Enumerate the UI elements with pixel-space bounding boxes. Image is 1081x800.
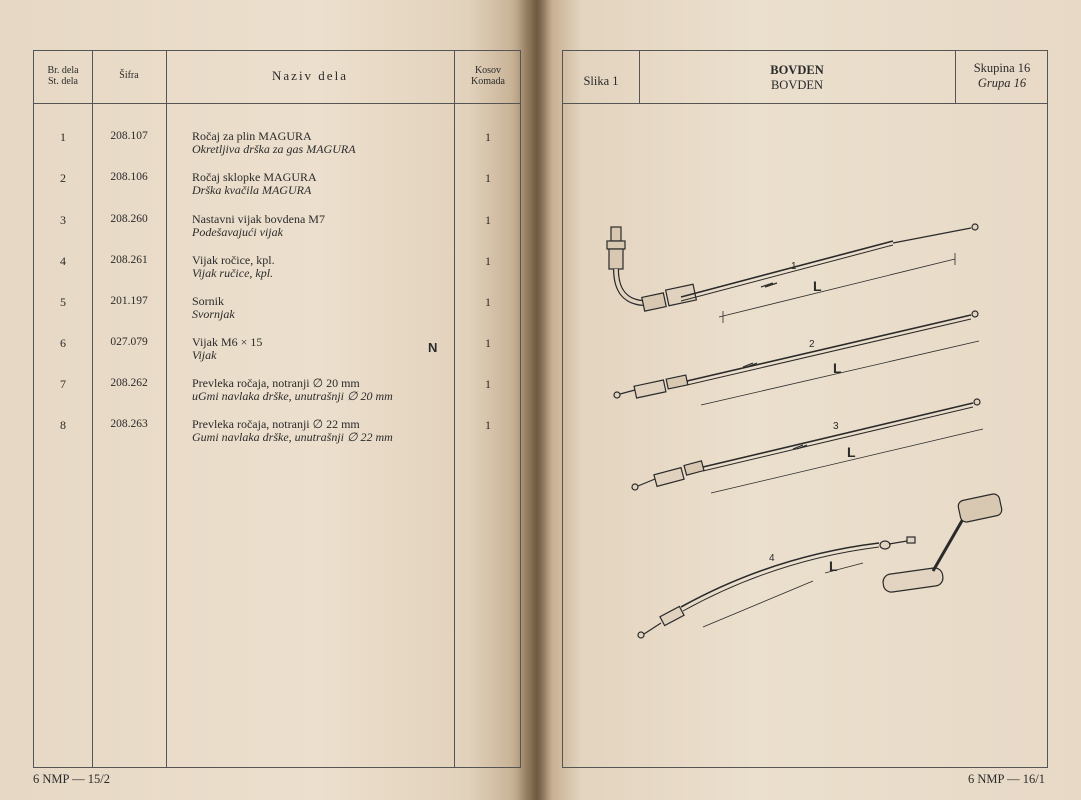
- part-code: 027.079: [110, 336, 148, 348]
- page-footer-right: 6 NMP — 16/1: [968, 772, 1045, 786]
- header-code: Šifra: [119, 70, 139, 81]
- part-code: 208.260: [110, 213, 148, 225]
- right-page: [532, 0, 1081, 800]
- part-name: Sornik Svornjak: [192, 294, 235, 321]
- header-quantity: Kosov Komada: [471, 65, 505, 87]
- part-mark: N: [428, 340, 438, 355]
- part-quantity: 1: [485, 130, 491, 144]
- left-page: [0, 0, 532, 800]
- cable-4-drawing: [638, 493, 1003, 638]
- part-name: Prevleka ročaja, notranji ∅ 20 mm uGmi navlaka drške, unutrašnji ∅ 20 mm: [192, 376, 393, 403]
- figure-number: Slika 1: [583, 74, 619, 88]
- length-label-1: L: [813, 278, 822, 294]
- cable-3-label: 3: [833, 421, 839, 432]
- length-label-3: L: [847, 444, 856, 460]
- table-row: [34, 130, 520, 170]
- table-row: [34, 254, 520, 294]
- part-number: 2: [60, 171, 66, 185]
- cable-illustration: [563, 51, 1049, 769]
- part-quantity: 1: [485, 213, 491, 227]
- header-divider: [34, 103, 520, 104]
- table-row: [34, 336, 520, 376]
- table-row: [34, 171, 520, 211]
- part-number: 6: [60, 336, 66, 350]
- table-row: [34, 377, 520, 417]
- length-label-2: L: [833, 360, 842, 376]
- part-quantity: 1: [485, 254, 491, 268]
- part-code: 208.263: [110, 418, 148, 430]
- part-number: 5: [60, 295, 66, 309]
- book-gutter: [518, 0, 552, 800]
- cable-4-label: 4: [769, 553, 775, 564]
- part-name: Vijak ročice, kpl. Vijak ručice, kpl.: [192, 253, 275, 280]
- part-name: Vijak M6 × 15 Vijak: [192, 335, 263, 362]
- part-name: Ročaj za plin MAGURA Okretljiva drška za gas MAGURA: [192, 129, 356, 156]
- parts-table: [33, 50, 521, 768]
- part-code: 208.107: [110, 130, 148, 142]
- table-row: [34, 213, 520, 253]
- table-row: [34, 418, 520, 458]
- part-number: 1: [60, 130, 66, 144]
- cable-2-label: 2: [809, 339, 815, 350]
- part-number: 7: [60, 377, 66, 391]
- part-quantity: 1: [485, 418, 491, 432]
- part-name: Prevleka ročaja, notranji ∅ 22 mm Gumi navlaka drške, unutrašnji ∅ 22 mm: [192, 417, 393, 444]
- cable-2-drawing: [614, 311, 979, 405]
- part-code: 208.262: [110, 377, 148, 389]
- cable-1-drawing: [607, 224, 978, 323]
- part-number: 4: [60, 254, 66, 268]
- part-name: Nastavni vijak bovdena M7 Podešavajući vijak: [192, 212, 325, 239]
- part-code: 201.197: [110, 295, 148, 307]
- length-label-4: L: [829, 558, 838, 574]
- header-part-name: Naziv dela: [272, 68, 348, 83]
- group-label: Skupina 16 Grupa 16: [973, 61, 1031, 90]
- part-quantity: 1: [485, 377, 491, 391]
- part-quantity: 1: [485, 171, 491, 185]
- part-number: 8: [60, 418, 66, 432]
- figure-frame: [562, 50, 1048, 768]
- table-row: [34, 295, 520, 335]
- part-name: Ročaj sklopke MAGURA Drška kvačila MAGURA: [192, 170, 317, 197]
- part-number: 3: [60, 213, 66, 227]
- cable-3-drawing: [632, 399, 983, 493]
- part-quantity: 1: [485, 295, 491, 309]
- part-quantity: 1: [485, 336, 491, 350]
- page-title: BOVDEN BOVDEN: [770, 63, 824, 92]
- header-part-number: Br. dela St. dela: [47, 65, 79, 87]
- part-code: 208.106: [110, 171, 148, 183]
- page-footer-left: 6 NMP — 15/2: [33, 772, 110, 786]
- cable-1-label: 1: [791, 261, 797, 272]
- part-code: 208.261: [110, 254, 148, 266]
